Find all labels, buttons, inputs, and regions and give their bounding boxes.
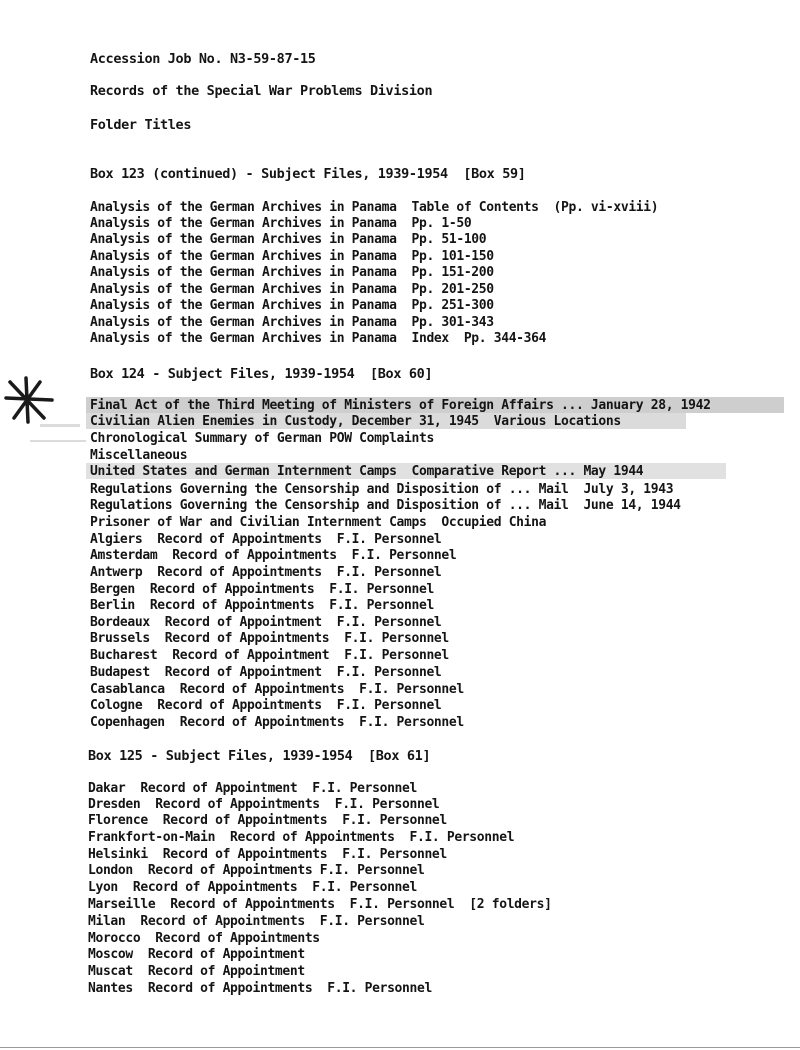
box-125-heading: Box 125 - Subject Files, 1939-1954 [Box 61] xyxy=(88,748,431,764)
list-item: Cologne Record of Appointments F.I. Personnel xyxy=(90,698,442,713)
list-item: Frankfort-on-Main Record of Appointments F.I. Personnel xyxy=(88,830,515,845)
page-edge-line xyxy=(0,1047,800,1048)
list-item: Analysis of the German Archives in Panama Pp. 201-250 xyxy=(90,282,494,297)
accession-line: Accession Job No. N3-59-87-15 xyxy=(90,51,316,67)
list-item: Milan Record of Appointments F.I. Personnel xyxy=(88,914,425,929)
box-124-heading: Box 124 - Subject Files, 1939-1954 [Box 60] xyxy=(90,366,433,382)
list-item: Moscow Record of Appointment xyxy=(88,947,305,962)
list-item: Amsterdam Record of Appointments F.I. Personnel xyxy=(90,548,457,563)
list-item: Analysis of the German Archives in Panama Index Pp. 344-364 xyxy=(90,331,547,346)
list-item: Regulations Governing the Censorship and Disposition of ... Mail June 14, 1944 xyxy=(90,498,681,513)
folder-titles-label: Folder Titles xyxy=(90,117,192,133)
list-item: Brussels Record of Appointments F.I. Personnel xyxy=(90,631,449,646)
list-item: Dresden Record of Appointments F.I. Personnel xyxy=(88,797,440,812)
list-item: Analysis of the German Archives in Panama Pp. 1-50 xyxy=(90,216,472,231)
box-123-heading: Box 123 (continued) - Subject Files, 1939-1954 [Box 59] xyxy=(90,166,526,182)
list-item: Regulations Governing the Censorship and Disposition of ... Mail July 3, 1943 xyxy=(90,482,674,497)
list-item: Analysis of the German Archives in Panama Pp. 151-200 xyxy=(90,265,494,280)
list-item: Analysis of the German Archives in Panama Pp. 101-150 xyxy=(90,249,494,264)
list-item: Berlin Record of Appointments F.I. Personnel xyxy=(90,598,434,613)
list-item: Helsinki Record of Appointments F.I. Personnel xyxy=(88,847,447,862)
list-item: Analysis of the German Archives in Panama Pp. 301-343 xyxy=(90,315,494,330)
list-item: Bordeaux Record of Appointment F.I. Personnel xyxy=(90,615,442,630)
list-item: Florence Record of Appointments F.I. Personnel xyxy=(88,813,447,828)
records-title: Records of the Special War Problems Division xyxy=(90,83,433,99)
list-item: Civilian Alien Enemies in Custody, December 31, 1945 Various Locations xyxy=(90,414,621,429)
list-item: Lyon Record of Appointments F.I. Personnel xyxy=(88,880,417,895)
list-item: Copenhagen Record of Appointments F.I. Personnel xyxy=(90,715,464,730)
list-item: Analysis of the German Archives in Panama Table of Contents (Pp. vi-xviii) xyxy=(90,200,659,215)
asterisk-mark-icon xyxy=(0,376,62,426)
list-item: Dakar Record of Appointment F.I. Personnel xyxy=(88,781,417,796)
list-item: Final Act of the Third Meeting of Ministers of Foreign Affairs ... January 28, 1942 xyxy=(90,398,711,413)
list-item: Casablanca Record of Appointments F.I. Personnel xyxy=(90,682,464,697)
list-item: London Record of Appointments F.I. Personnel xyxy=(88,863,425,878)
list-item: Analysis of the German Archives in Panama Pp. 251-300 xyxy=(90,298,494,313)
list-item: Chronological Summary of German POW Complaints xyxy=(90,431,434,446)
margin-mark xyxy=(40,424,80,427)
list-item: Morocco Record of Appointments xyxy=(88,931,320,946)
list-item: Marseille Record of Appointments F.I. Personnel [2 folders] xyxy=(88,897,552,912)
list-item: Bucharest Record of Appointment F.I. Personnel xyxy=(90,648,449,663)
list-item: Nantes Record of Appointments F.I. Personnel xyxy=(88,981,432,996)
list-item: Analysis of the German Archives in Panama Pp. 51-100 xyxy=(90,232,487,247)
list-item: Antwerp Record of Appointments F.I. Personnel xyxy=(90,565,442,580)
list-item: United States and German Internment Camps Comparative Report ... May 1944 xyxy=(90,464,644,479)
list-item: Muscat Record of Appointment xyxy=(88,964,305,979)
list-item: Budapest Record of Appointment F.I. Personnel xyxy=(90,665,442,680)
list-item: Bergen Record of Appointments F.I. Personnel xyxy=(90,582,434,597)
list-item: Algiers Record of Appointments F.I. Personnel xyxy=(90,532,442,547)
list-item: Prisoner of War and Civilian Internment Camps Occupied China xyxy=(90,515,547,530)
list-item: Miscellaneous xyxy=(90,448,188,463)
margin-mark xyxy=(30,440,86,442)
